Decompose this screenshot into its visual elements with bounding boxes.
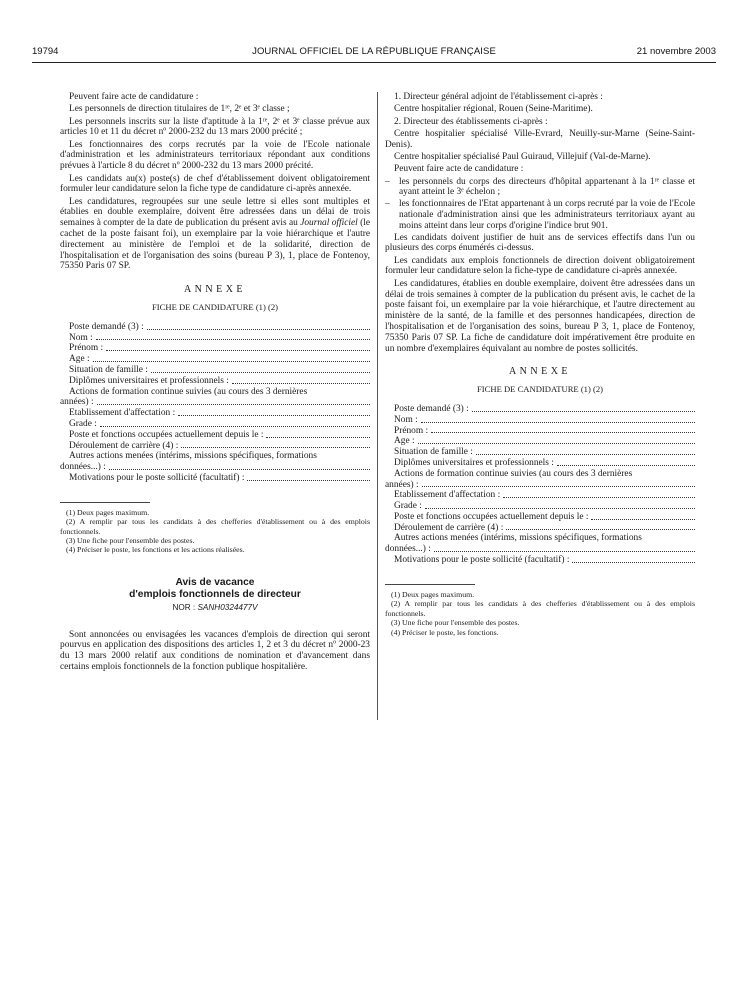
form-label: Situation de famille : xyxy=(69,365,148,376)
page-header xyxy=(32,46,716,60)
paragraph: Les personnels inscrits sur la liste d'aptitude à la 1ʳᵉ, 2ᵉ et 3ᵉ classe prévue aux articles 10 et 11 du décret nº 2000-232 du 13 mars 2000 précité ; xyxy=(60,116,370,138)
form-label: Poste demandé (3) : xyxy=(69,321,144,332)
dotted-fill xyxy=(572,555,695,563)
footnote: (3) Une fiche pour l'ensemble des postes. xyxy=(391,618,520,628)
paragraph: Les candidatures, établies en double exemplaire, doivent être adressées dans un délai de trois semaines à compter de la publication du présent avis, le cachet de la poste faisant foi, un exemplaire par la voie hiérarchique, et l'autre directement au ministère de la santé, de la famille et des personnes handicapées, direction de l'hospitalisation et de l'organisation des soins, bureau P 3, 1, place de Fontenoy, 75350 Paris 07 SP. La fiche de candidature doit impérativement être produite en un nombre d'exemplaires équivalant au nombre de postes sollicités. xyxy=(385,278,695,354)
header-rule xyxy=(32,62,716,63)
form-line xyxy=(385,533,695,544)
footnote-rule xyxy=(385,584,475,585)
avis-title xyxy=(60,577,370,601)
footnote: (3) Une fiche pour l'ensemble des postes. xyxy=(66,536,195,546)
paragraph: Peuvent faire acte de candidature : xyxy=(69,92,199,102)
dotted-fill xyxy=(421,415,695,423)
form-label: Actions de formation continue suivies (au cours des 3 dernières xyxy=(69,386,308,397)
form-line xyxy=(60,397,370,408)
form-label: Etablissement d'affectation : xyxy=(69,408,176,419)
candidature-form xyxy=(385,404,695,566)
footnote: (4) Préciser le poste, les fonctions. xyxy=(391,627,499,637)
footnote: (2) A remplir par tous les candidats à des chefferies d'établissement ou à des emplois fonctionnels. xyxy=(385,599,695,618)
form-label: Diplômes universitaires et professionnels : xyxy=(394,457,554,468)
dash-mark: – xyxy=(385,176,390,187)
form-line xyxy=(385,415,695,426)
form-label: Age : xyxy=(394,436,415,447)
dotted-fill xyxy=(591,512,695,520)
form-label: Poste demandé (3) : xyxy=(394,403,469,414)
form-label: Nom : xyxy=(69,332,93,343)
footnote-rule xyxy=(60,502,150,503)
journal-officiel-italic: Journal officiel xyxy=(300,218,358,229)
form-label: données...) : xyxy=(60,462,106,473)
paragraph: Les candidats doivent justifier de huit ans de services effectifs dans l'un ou plusieurs des corps énumérés ci-dessus. xyxy=(385,232,695,254)
form-label: Poste et fonctions occupées actuellement depuis le : xyxy=(394,511,589,522)
journal-title: JOURNAL OFFICIEL DE LA RÉPUBLIQUE FRANÇAISE xyxy=(252,46,496,57)
column-divider xyxy=(377,92,378,720)
dotted-fill xyxy=(151,365,370,373)
form-line xyxy=(385,436,695,447)
dotted-fill xyxy=(425,501,695,509)
form-line xyxy=(385,404,695,415)
form-label: Age : xyxy=(69,354,90,365)
avis-title-line: Avis de vacance xyxy=(175,576,255,588)
dotted-fill xyxy=(109,462,370,470)
form-line xyxy=(385,469,695,480)
nor-label: NOR : xyxy=(172,602,196,612)
form-label: Actions de formation continue suivies (au cours des 3 dernières xyxy=(394,468,633,479)
dotted-fill xyxy=(266,430,370,438)
form-label: Prénom : xyxy=(394,425,429,436)
form-label: Situation de famille : xyxy=(394,447,473,458)
dash-mark: – xyxy=(385,199,390,210)
text-run: (le cachet de la poste faisant foi), un exemplaire par la voie hiérarchique et l'autre directement au ministère de l'emploi et de la solidarité, direction de l'hospitalisation et de l'organisation des soins (bureau P 3), 1, place de Fontenoy, 75350 Paris 07 SP. xyxy=(60,218,370,272)
dotted-fill xyxy=(418,436,695,444)
paragraph: Les personnels de direction titulaires de 1ʳᵉ, 2ᵉ et 3ᵉ classe ; xyxy=(69,104,290,115)
text-run: Les candidatures, regroupées sur une seule lettre si elles sont multiples et établies en double exemplaire, doivent être adressées dans un délai de trois semaines à compter de la date de publication du présent avis au xyxy=(60,196,370,229)
nor-reference xyxy=(60,603,370,614)
paragraph: Les candidats aux emplois fonctionnels de direction doivent obligatoirement formuler leur candidature selon la fiche-type de candidature ci-après annexée. xyxy=(385,255,695,277)
publication-date: 21 novembre 2003 xyxy=(636,46,716,57)
dotted-fill xyxy=(96,333,370,341)
form-line xyxy=(60,322,370,333)
form-line xyxy=(60,343,370,354)
dotted-fill xyxy=(178,408,370,416)
form-label: Grade : xyxy=(69,419,97,430)
dotted-fill xyxy=(93,354,370,362)
dash-item xyxy=(385,177,695,199)
dotted-fill xyxy=(232,376,370,384)
avis-title-line: d'emplois fonctionnels de directeur xyxy=(129,588,301,600)
form-label: années) : xyxy=(385,479,419,490)
footnote: (1) Deux pages maximum. xyxy=(391,589,475,599)
dash-item xyxy=(385,199,695,231)
form-line xyxy=(385,447,695,458)
form-label: Prénom : xyxy=(69,343,104,354)
dotted-fill xyxy=(431,426,695,434)
form-label: Motivations pour le poste sollicité (facultatif) : xyxy=(394,555,570,566)
candidature-form xyxy=(60,322,370,484)
left-column xyxy=(60,92,370,674)
form-label: Autres actions menées (intérims, missions spécifiques, formations xyxy=(394,533,642,544)
form-label: données...) : xyxy=(385,544,431,555)
form-line xyxy=(60,430,370,441)
dotted-fill xyxy=(476,447,695,455)
form-label: Etablissement d'affectation : xyxy=(394,490,501,501)
dash-text: les personnels du corps des directeurs d'hôpital appartenant à la 1ʳᵉ classe et ayant atteint le 3ᵉ échelon ; xyxy=(399,176,695,198)
dotted-fill xyxy=(100,419,370,427)
form-label: Déroulement de carrière (4) : xyxy=(69,440,179,451)
form-line xyxy=(60,376,370,387)
form-line xyxy=(60,408,370,419)
form-line xyxy=(60,387,370,398)
dotted-fill xyxy=(97,397,370,405)
dotted-fill xyxy=(506,523,695,531)
paragraph: Les fonctionnaires des corps recrutés par la voie de l'Ecole nationale d'administration et les administrateurs territoriaux répondant aux conditions prévues à l'article 8 du décret nº 2000-232 du 13 mars 2000 précité. xyxy=(60,139,370,172)
form-line xyxy=(60,462,370,473)
paragraph: Centre hospitalier régional, Rouen (Seine-Maritime). xyxy=(394,104,593,115)
annexe-heading: ANNEXE xyxy=(183,284,247,296)
form-line xyxy=(385,480,695,491)
footnote: (1) Deux pages maximum. xyxy=(66,507,150,517)
paragraph: 2. Directeur des établissements ci-après : xyxy=(394,116,548,127)
form-line xyxy=(385,544,695,555)
dotted-fill xyxy=(247,473,370,481)
form-line xyxy=(385,523,695,534)
paragraph: 1. Directeur général adjoint de l'établissement ci-après : xyxy=(394,92,603,102)
paragraph: Centre hospitalier spécialisé Paul Guiraud, Villejuif (Val-de-Marne). xyxy=(394,151,651,162)
page-number: 19794 xyxy=(32,46,59,57)
form-label: Motivations pour le poste sollicité (facultatif) : xyxy=(69,473,245,483)
form-line xyxy=(60,365,370,376)
dotted-fill xyxy=(181,441,370,449)
form-line xyxy=(385,501,695,512)
form-line xyxy=(60,333,370,344)
footnote: (4) Préciser le poste, les fonctions et les actions réalisées. xyxy=(66,545,245,555)
dash-text: les fonctionnaires de l'Etat appartenant à un corps recruté par la voie de l'Ecole nationale d'administration ainsi que les administrateurs territoriaux ayant au moins atteint dans leur corps d'origine l'indice brut 901. xyxy=(399,199,695,231)
paragraph xyxy=(60,197,370,273)
form-label: Diplômes universitaires et professionnels : xyxy=(69,375,229,386)
form-line xyxy=(60,354,370,365)
form-line xyxy=(385,555,695,566)
form-label: Déroulement de carrière (4) : xyxy=(394,522,504,533)
form-line xyxy=(385,426,695,437)
dotted-fill xyxy=(503,490,695,498)
dotted-fill xyxy=(557,458,695,466)
paragraph: Sont annoncées ou envisagées les vacances d'emplois de direction qui seront pourvus en application des dispositions des articles 1, 2 et 3 du décret nº 2000-23 du 13 mars 2000 relatif aux conditions de nomination et d'avancement dans certains emplois fonctionnels de la fonction publique hospitalière. xyxy=(60,629,370,673)
right-column xyxy=(385,92,695,637)
form-line xyxy=(60,419,370,430)
form-line xyxy=(60,441,370,452)
dotted-fill xyxy=(147,322,370,330)
paragraph: Centre hospitalier spécialisé Ville-Evrard, Neuilly-sur-Marne (Seine-Saint-Denis). xyxy=(385,128,695,150)
form-label: Poste et fonctions occupées actuellement depuis le : xyxy=(69,429,264,440)
annexe-heading: ANNEXE xyxy=(508,366,572,378)
form-label: Grade : xyxy=(394,501,422,512)
form-line xyxy=(385,490,695,501)
nor-code: SANH0324477V xyxy=(197,602,258,612)
form-label: Autres actions menées (intérims, missions spécifiques, formations xyxy=(69,451,317,462)
form-line xyxy=(385,512,695,523)
form-line xyxy=(60,473,370,484)
fiche-title: FICHE DE CANDIDATURE (1) (2) xyxy=(151,302,279,313)
fiche-title: FICHE DE CANDIDATURE (1) (2) xyxy=(476,384,604,395)
form-label: années) : xyxy=(60,397,94,408)
dotted-fill xyxy=(106,343,370,351)
footnote: (2) A remplir par tous les candidats à des chefferies d'établissement ou à des emplois fonctionnels. xyxy=(60,517,370,536)
dotted-fill xyxy=(422,480,695,488)
form-line xyxy=(60,451,370,462)
paragraph: Peuvent faire acte de candidature : xyxy=(394,164,524,175)
form-label: Nom : xyxy=(394,414,418,425)
paragraph: Les candidats au(x) poste(s) de chef d'établissement doivent obligatoirement formuler leur candidature selon la fiche type de candidature ci-après annexée. xyxy=(60,173,370,195)
dotted-fill xyxy=(434,544,695,552)
form-line xyxy=(385,458,695,469)
dotted-fill xyxy=(472,404,695,412)
